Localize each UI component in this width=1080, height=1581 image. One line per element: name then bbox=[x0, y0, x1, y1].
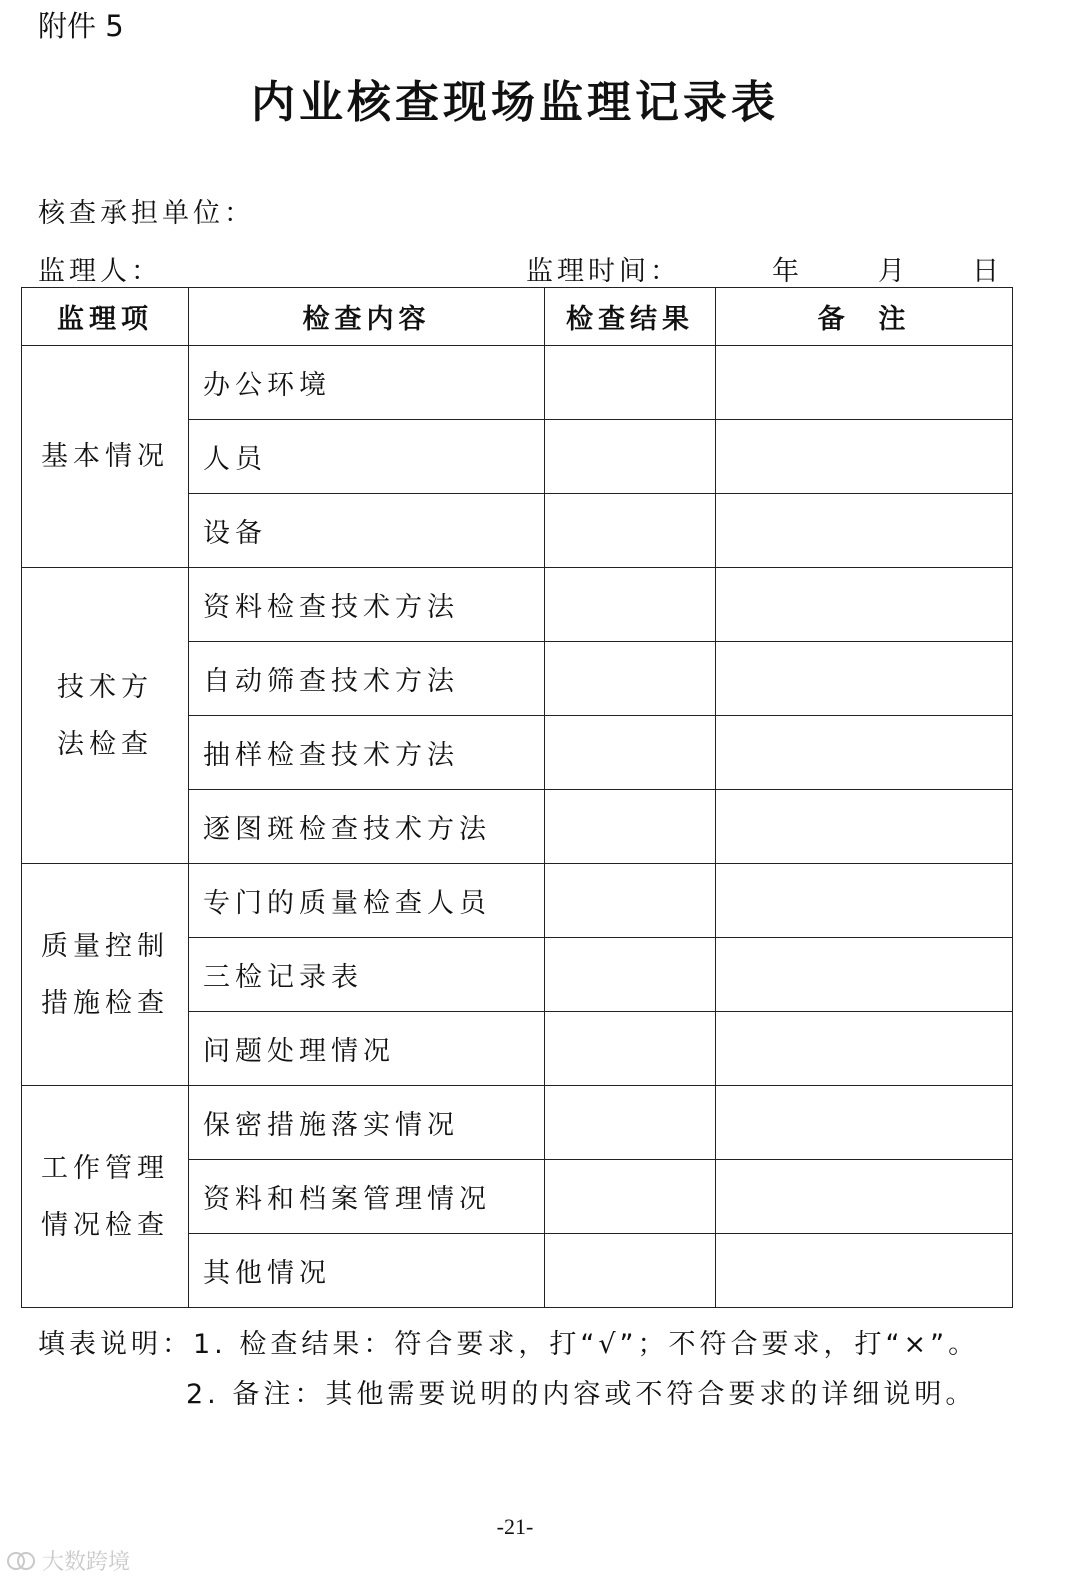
table-row bbox=[22, 1086, 1013, 1160]
watermark bbox=[6, 1545, 130, 1576]
result-cell[interactable] bbox=[545, 1160, 716, 1234]
remark-cell[interactable] bbox=[716, 1012, 1013, 1086]
category-label: 技术方 bbox=[57, 671, 153, 703]
category-label: 质量控制 bbox=[41, 930, 169, 962]
watermark-text: 大数跨境 bbox=[42, 1550, 131, 1575]
content-cell: 资料和档案管理情况 bbox=[189, 1160, 545, 1234]
category-label: 措施检查 bbox=[41, 987, 169, 1019]
category-cell bbox=[22, 1086, 189, 1308]
table-row bbox=[22, 864, 1013, 938]
result-cell[interactable] bbox=[545, 1086, 716, 1160]
header-remark: 备 注 bbox=[716, 288, 1013, 346]
header-content: 检查内容 bbox=[189, 288, 545, 346]
watermark-logo-icon bbox=[6, 1549, 36, 1573]
remark-cell[interactable] bbox=[716, 642, 1013, 716]
remark-cell[interactable] bbox=[716, 938, 1013, 1012]
content-cell: 人员 bbox=[189, 420, 545, 494]
table-row bbox=[22, 346, 1013, 420]
category-cell bbox=[22, 568, 189, 864]
month-label: 月 bbox=[878, 256, 905, 287]
table-header-row bbox=[22, 288, 1013, 346]
result-cell[interactable] bbox=[545, 716, 716, 790]
notes-line-1: 填表说明：1. 检查结果：符合要求，打“√”；不符合要求，打“×”。 bbox=[38, 1329, 980, 1360]
category-label: 法检查 bbox=[57, 728, 153, 760]
remark-cell[interactable] bbox=[716, 346, 1013, 420]
result-cell[interactable] bbox=[545, 938, 716, 1012]
remark-cell[interactable] bbox=[716, 494, 1013, 568]
remark-cell[interactable] bbox=[716, 716, 1013, 790]
content-cell: 三检记录表 bbox=[189, 938, 545, 1012]
record-table bbox=[21, 287, 1013, 1308]
result-cell[interactable] bbox=[545, 420, 716, 494]
notes-line-2: 2. 备注：其他需要说明的内容或不符合要求的详细说明。 bbox=[186, 1379, 977, 1410]
result-cell[interactable] bbox=[545, 1012, 716, 1086]
result-cell[interactable] bbox=[545, 864, 716, 938]
supervisor-label: 监理人： bbox=[38, 256, 162, 287]
year-label: 年 bbox=[772, 256, 799, 287]
content-cell: 办公环境 bbox=[189, 346, 545, 420]
content-cell: 其他情况 bbox=[189, 1234, 545, 1308]
remark-cell[interactable] bbox=[716, 1086, 1013, 1160]
page-title: 内业核查现场监理记录表 bbox=[251, 77, 779, 128]
unit-label: 核查承担单位： bbox=[38, 198, 255, 229]
remark-cell[interactable] bbox=[716, 790, 1013, 864]
remark-cell[interactable] bbox=[716, 864, 1013, 938]
result-cell[interactable] bbox=[545, 346, 716, 420]
content-cell: 问题处理情况 bbox=[189, 1012, 545, 1086]
category-cell bbox=[22, 864, 189, 1086]
category-cell bbox=[22, 346, 189, 568]
result-cell[interactable] bbox=[545, 642, 716, 716]
category-label: 基本情况 bbox=[41, 441, 169, 472]
attachment-label: 附件 5 bbox=[38, 9, 124, 43]
content-cell: 抽样检查技术方法 bbox=[189, 716, 545, 790]
remark-cell[interactable] bbox=[716, 1160, 1013, 1234]
result-cell[interactable] bbox=[545, 568, 716, 642]
page-number: -21- bbox=[496, 1514, 534, 1539]
remark-cell[interactable] bbox=[716, 568, 1013, 642]
time-label: 监理时间： bbox=[526, 256, 681, 287]
content-cell: 自动筛查技术方法 bbox=[189, 642, 545, 716]
content-cell: 资料检查技术方法 bbox=[189, 568, 545, 642]
header-item: 监理项 bbox=[22, 288, 189, 346]
content-cell: 专门的质量检查人员 bbox=[189, 864, 545, 938]
category-label: 工作管理 bbox=[41, 1152, 169, 1184]
content-cell: 设备 bbox=[189, 494, 545, 568]
header-result: 检查结果 bbox=[545, 288, 716, 346]
result-cell[interactable] bbox=[545, 790, 716, 864]
day-label: 日 bbox=[972, 256, 999, 287]
content-cell: 逐图斑检查技术方法 bbox=[189, 790, 545, 864]
remark-cell[interactable] bbox=[716, 420, 1013, 494]
remark-cell[interactable] bbox=[716, 1234, 1013, 1308]
table-row bbox=[22, 568, 1013, 642]
result-cell[interactable] bbox=[545, 1234, 716, 1308]
category-label: 情况检查 bbox=[41, 1209, 169, 1241]
content-cell: 保密措施落实情况 bbox=[189, 1086, 545, 1160]
result-cell[interactable] bbox=[545, 494, 716, 568]
